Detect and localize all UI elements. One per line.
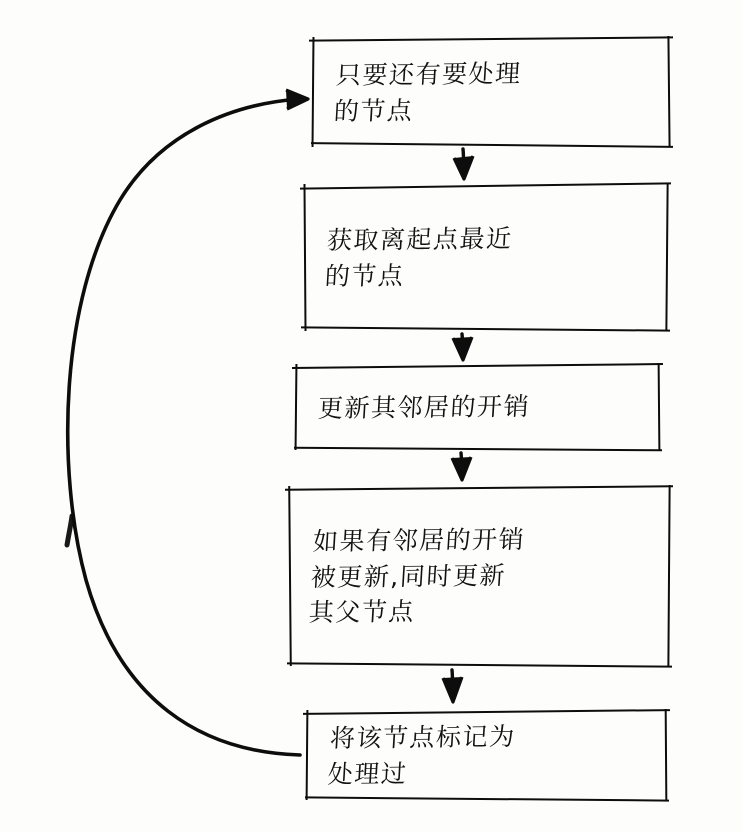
flow-node-update-neighbors	[292, 363, 663, 452]
arrow-loop-back-n5-to-n1	[67, 90, 308, 755]
flow-node-get-nearest	[300, 182, 671, 333]
flow-node-condition-remaining	[309, 36, 673, 148]
flow-node-update-parent	[285, 484, 673, 669]
node-label: 获取离起点最近 的节点	[324, 223, 514, 291]
arrow-n2-to-n3	[453, 334, 472, 360]
node-label: 只要还有要处理 的节点	[333, 58, 523, 125]
node-label: 如果有邻居的开销 被更新,同时更新 其父节点	[307, 525, 527, 628]
node-label: 将该节点标记为 处理过	[327, 721, 517, 789]
arrow-n1-to-n2	[454, 149, 473, 179]
arrow-n4-to-n5	[443, 670, 462, 702]
flow-node-mark-processed	[303, 709, 670, 802]
arrow-n3-to-n4	[452, 453, 471, 480]
node-label: 更新其邻居的开销	[317, 391, 531, 423]
